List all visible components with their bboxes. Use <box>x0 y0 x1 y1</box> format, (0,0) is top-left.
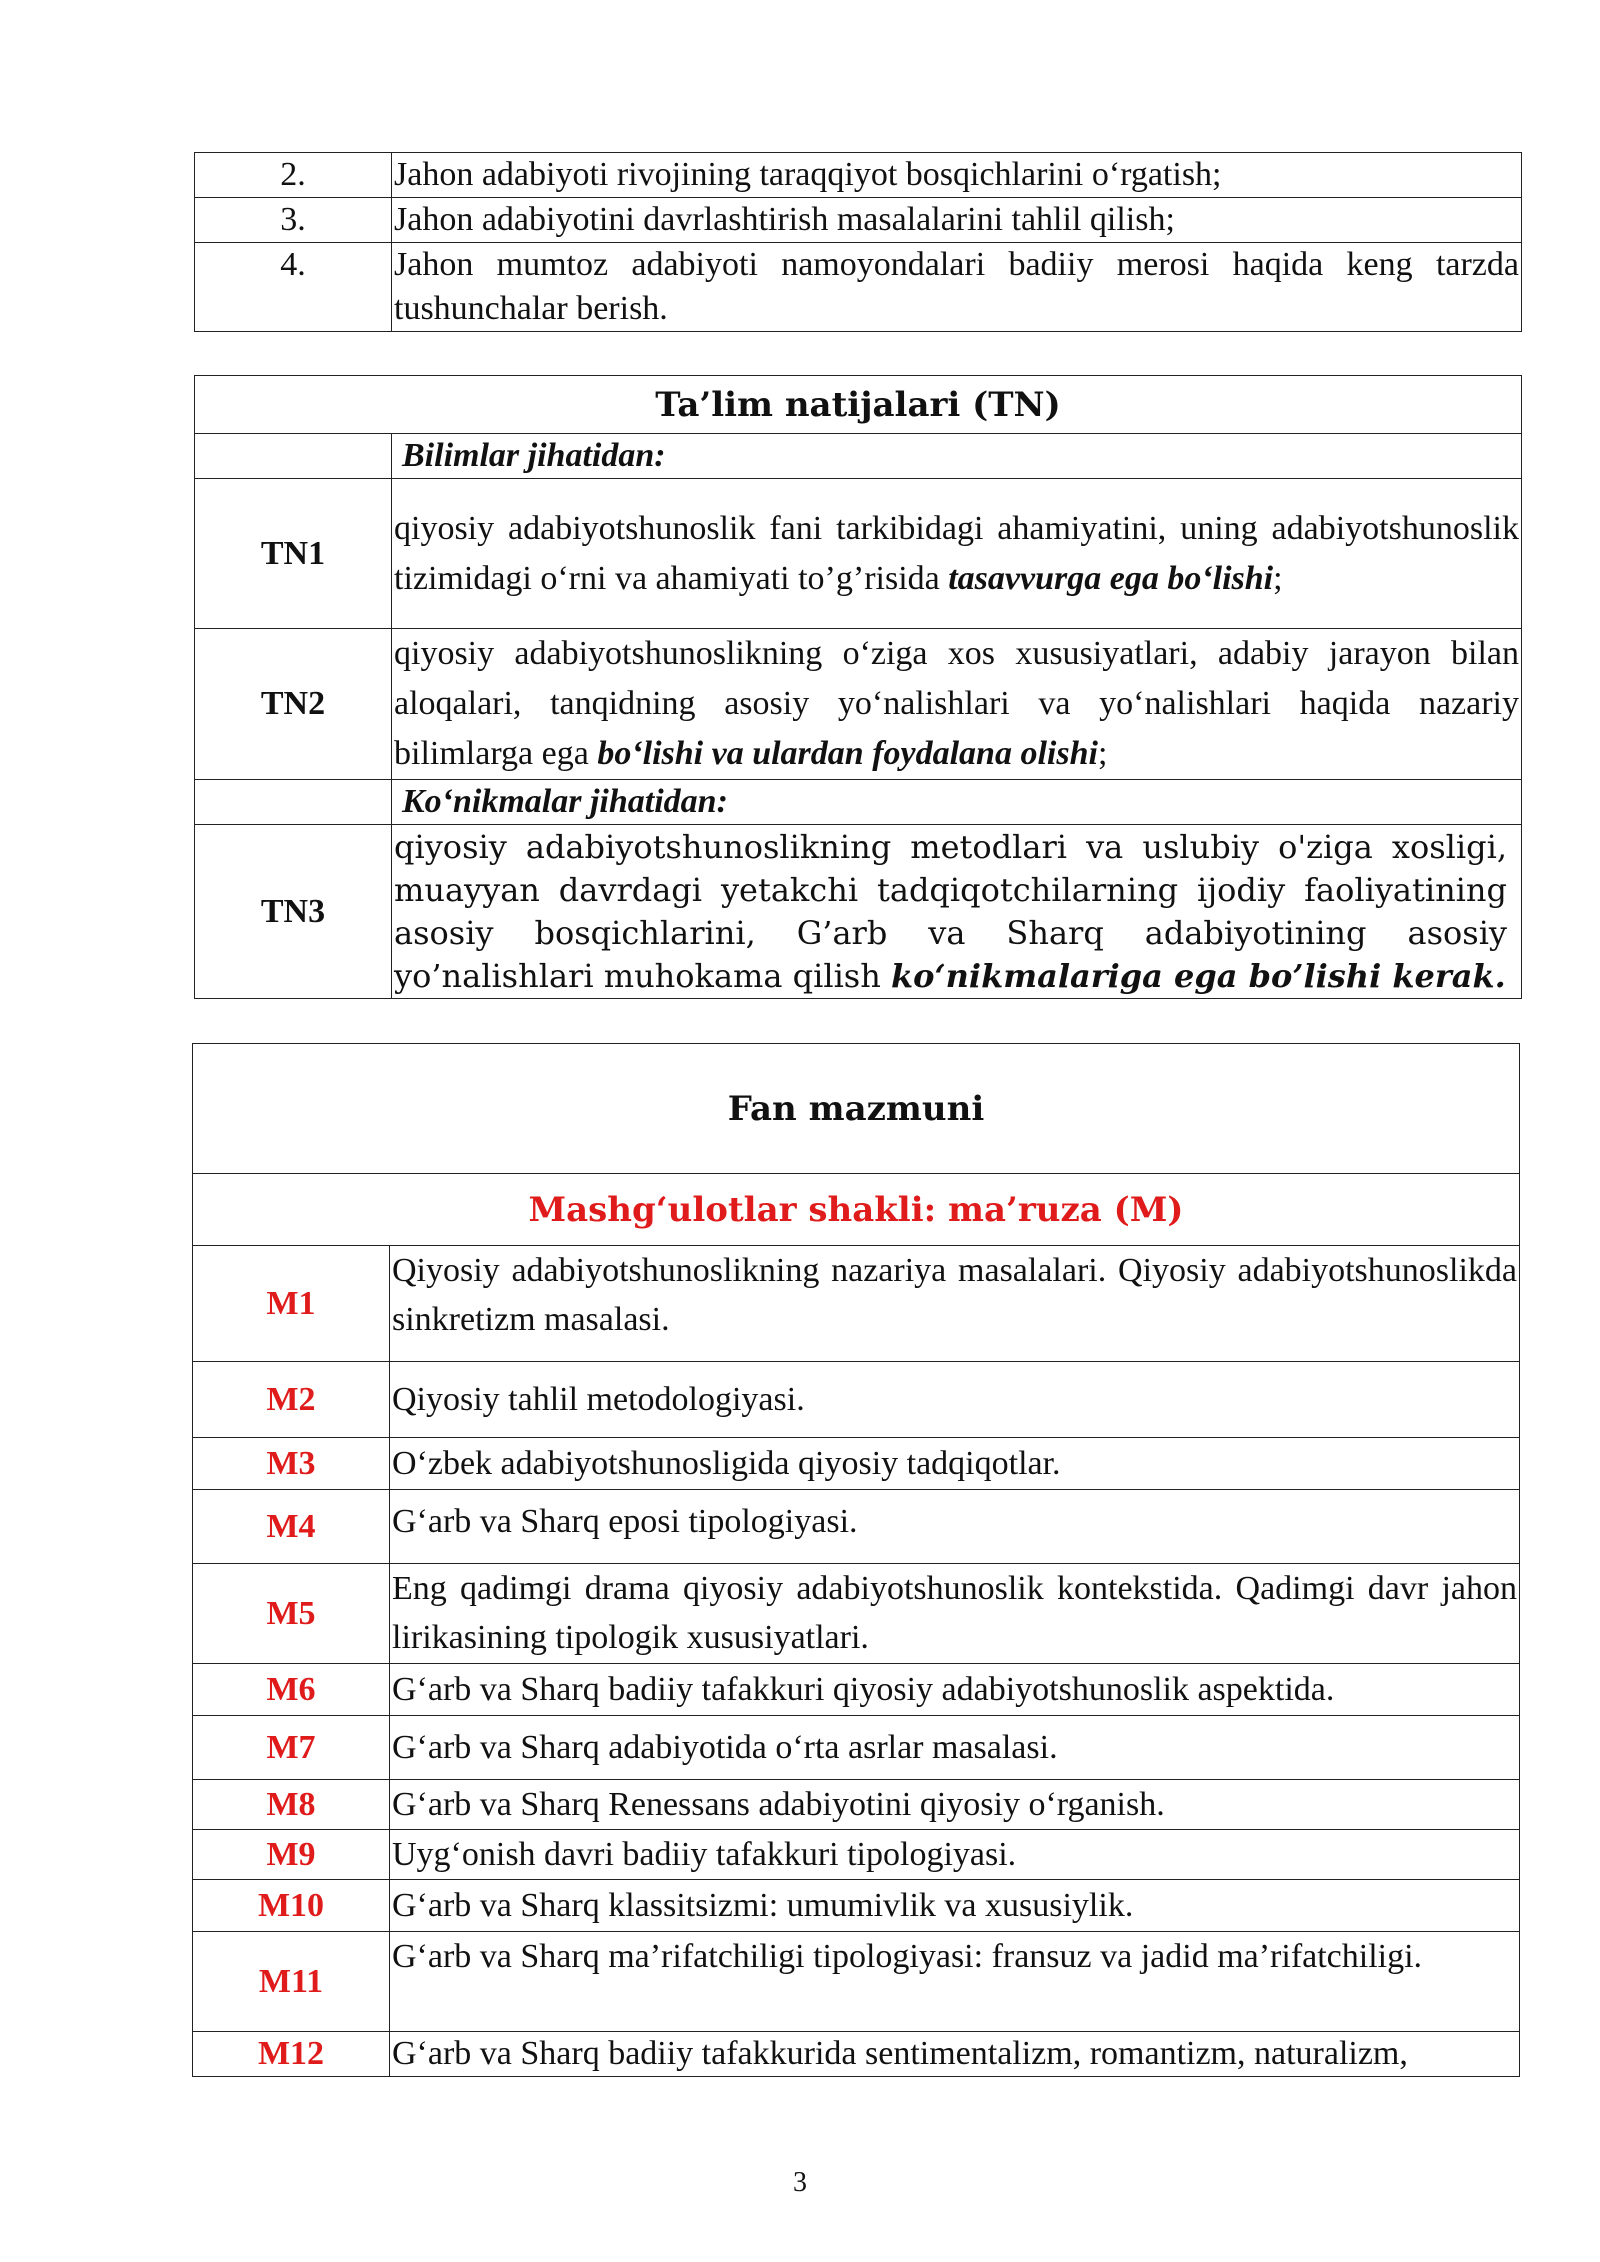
topic-text: G‘arb va Sharq eposi tipologiyasi. <box>390 1490 1520 1564</box>
table-row <box>195 153 1522 198</box>
objective-text: Jahon adabiyoti rivojining taraqqiyot bosqichlarini o‘rgatish; <box>392 153 1522 198</box>
topic-code: M12 <box>193 2032 390 2077</box>
table-row <box>193 1780 1520 1830</box>
table-header-row <box>195 376 1522 434</box>
topic-code: M3 <box>193 1438 390 1490</box>
topic-code: M2 <box>193 1362 390 1438</box>
outcome-code: TN2 <box>195 629 392 780</box>
table-row <box>193 2032 1520 2077</box>
table-row <box>195 479 1522 629</box>
topic-code: M9 <box>193 1830 390 1880</box>
skills-heading: Ko‘nikmalar jihatidan: <box>392 780 1522 825</box>
topic-text: G‘arb va Sharq ma’rifatchiligi tipologiyasi: fransuz va jadid ma’rifatchiligi. <box>390 1932 1520 2032</box>
table-row <box>193 1490 1520 1564</box>
table-row <box>193 1830 1520 1880</box>
row-number: 4. <box>195 243 392 332</box>
outcome-code: TN3 <box>195 825 392 999</box>
topic-text: G‘arb va Sharq badiiy tafakkuri qiyosiy adabiyotshunoslik aspektida. <box>390 1664 1520 1716</box>
content-subtitle: Mashg‘ulotlar shakli: ma’ruza (M) <box>193 1174 1520 1246</box>
topic-code: M6 <box>193 1664 390 1716</box>
topic-code: M8 <box>193 1780 390 1830</box>
knowledge-heading: Bilimlar jihatidan: <box>392 434 1522 479</box>
content-title: Fan mazmuni <box>193 1044 1520 1174</box>
topic-text: Qiyosiy tahlil metodologiyasi. <box>390 1362 1520 1438</box>
table-header-row <box>193 1174 1520 1246</box>
topic-text: O‘zbek adabiyotshunosligida qiyosiy tadqiqotlar. <box>390 1438 1520 1490</box>
table-row <box>193 1716 1520 1780</box>
topic-code: M10 <box>193 1880 390 1932</box>
topic-text: G‘arb va Sharq badiiy tafakkurida sentimentalizm, romantizm, naturalizm, <box>390 2032 1520 2077</box>
table-header-row <box>193 1044 1520 1174</box>
table-row <box>193 1362 1520 1438</box>
page-number: 3 <box>793 2167 807 2198</box>
table-row <box>195 198 1522 243</box>
topic-text: Eng qadimgi drama qiyosiy adabiyotshunoslik kontekstida. Qadimgi davr jahon lirikasining tipologik xususiyatlari. <box>390 1564 1520 1664</box>
course-content-table <box>192 1043 1520 2077</box>
outcome-text: qiyosiy adabiyotshunoslikning o‘ziga xos xususiyatlari, adabiy jarayon bilan aloqalari, tanqidning asosiy yo‘nalishlari va yo‘nalishlari haqida nazariy bilimlarga ega bo‘lishi va ulardan foydalana olishi; <box>392 629 1522 780</box>
topic-code: M11 <box>193 1932 390 2032</box>
topic-code: M1 <box>193 1246 390 1362</box>
empty-cell <box>195 780 392 825</box>
table-row <box>195 243 1522 332</box>
empty-cell <box>195 434 392 479</box>
outcomes-title: Ta’lim natijalari (TN) <box>195 376 1522 434</box>
topic-code: M4 <box>193 1490 390 1564</box>
outcome-text: qiyosiy adabiyotshunoslik fani tarkibidagi ahamiyatini, uning adabiyotshunoslik tizimidagi o‘rni va ahamiyati to’g’risida tasavvurga ega bo‘lishi; <box>392 479 1522 629</box>
table-row <box>193 1438 1520 1490</box>
topic-text: Uyg‘onish davri badiiy tafakkuri tipologiyasi. <box>390 1830 1520 1880</box>
topic-code: M5 <box>193 1564 390 1664</box>
topic-code: M7 <box>193 1716 390 1780</box>
table-row <box>195 825 1522 999</box>
table-row <box>195 629 1522 780</box>
outcome-text: qiyosiy adabiyotshunoslikning metodlari va uslubiy o'ziga xosligi, muayyan davrdagi yetakchi tadqiqotchilarning ijodiy faoliyatining asosiy bosqichlarini, G’arb va Sharq adabiyotining asosiy yo’nalishlari muhokama qilish ko‘nikmalariga ega bo’lishi kerak. <box>392 825 1522 999</box>
row-number: 3. <box>195 198 392 243</box>
objectives-table <box>194 152 1522 332</box>
topic-text: G‘arb va Sharq klassitsizmi: umumivlik va xususiylik. <box>390 1880 1520 1932</box>
topic-text: G‘arb va Sharq Renessans adabiyotini qiyosiy o‘rganish. <box>390 1780 1520 1830</box>
table-row <box>195 780 1522 825</box>
table-row <box>193 1932 1520 2032</box>
table-row <box>193 1664 1520 1716</box>
row-number: 2. <box>195 153 392 198</box>
topic-text: Qiyosiy adabiyotshunoslikning nazariya masalalari. Qiyosiy adabiyotshunoslikda sinkretizm masalasi. <box>390 1246 1520 1362</box>
table-row <box>195 434 1522 479</box>
table-row <box>193 1880 1520 1932</box>
outcome-code: TN1 <box>195 479 392 629</box>
objective-text: Jahon adabiyotini davrlashtirish masalalarini tahlil qilish; <box>392 198 1522 243</box>
topic-text: G‘arb va Sharq adabiyotida o‘rta asrlar masalasi. <box>390 1716 1520 1780</box>
table-row <box>193 1564 1520 1664</box>
objective-text: Jahon mumtoz adabiyoti namoyondalari badiiy merosi haqida keng tarzda tushunchalar berish. <box>392 243 1522 332</box>
table-row <box>193 1246 1520 1362</box>
learning-outcomes-table <box>194 375 1522 999</box>
